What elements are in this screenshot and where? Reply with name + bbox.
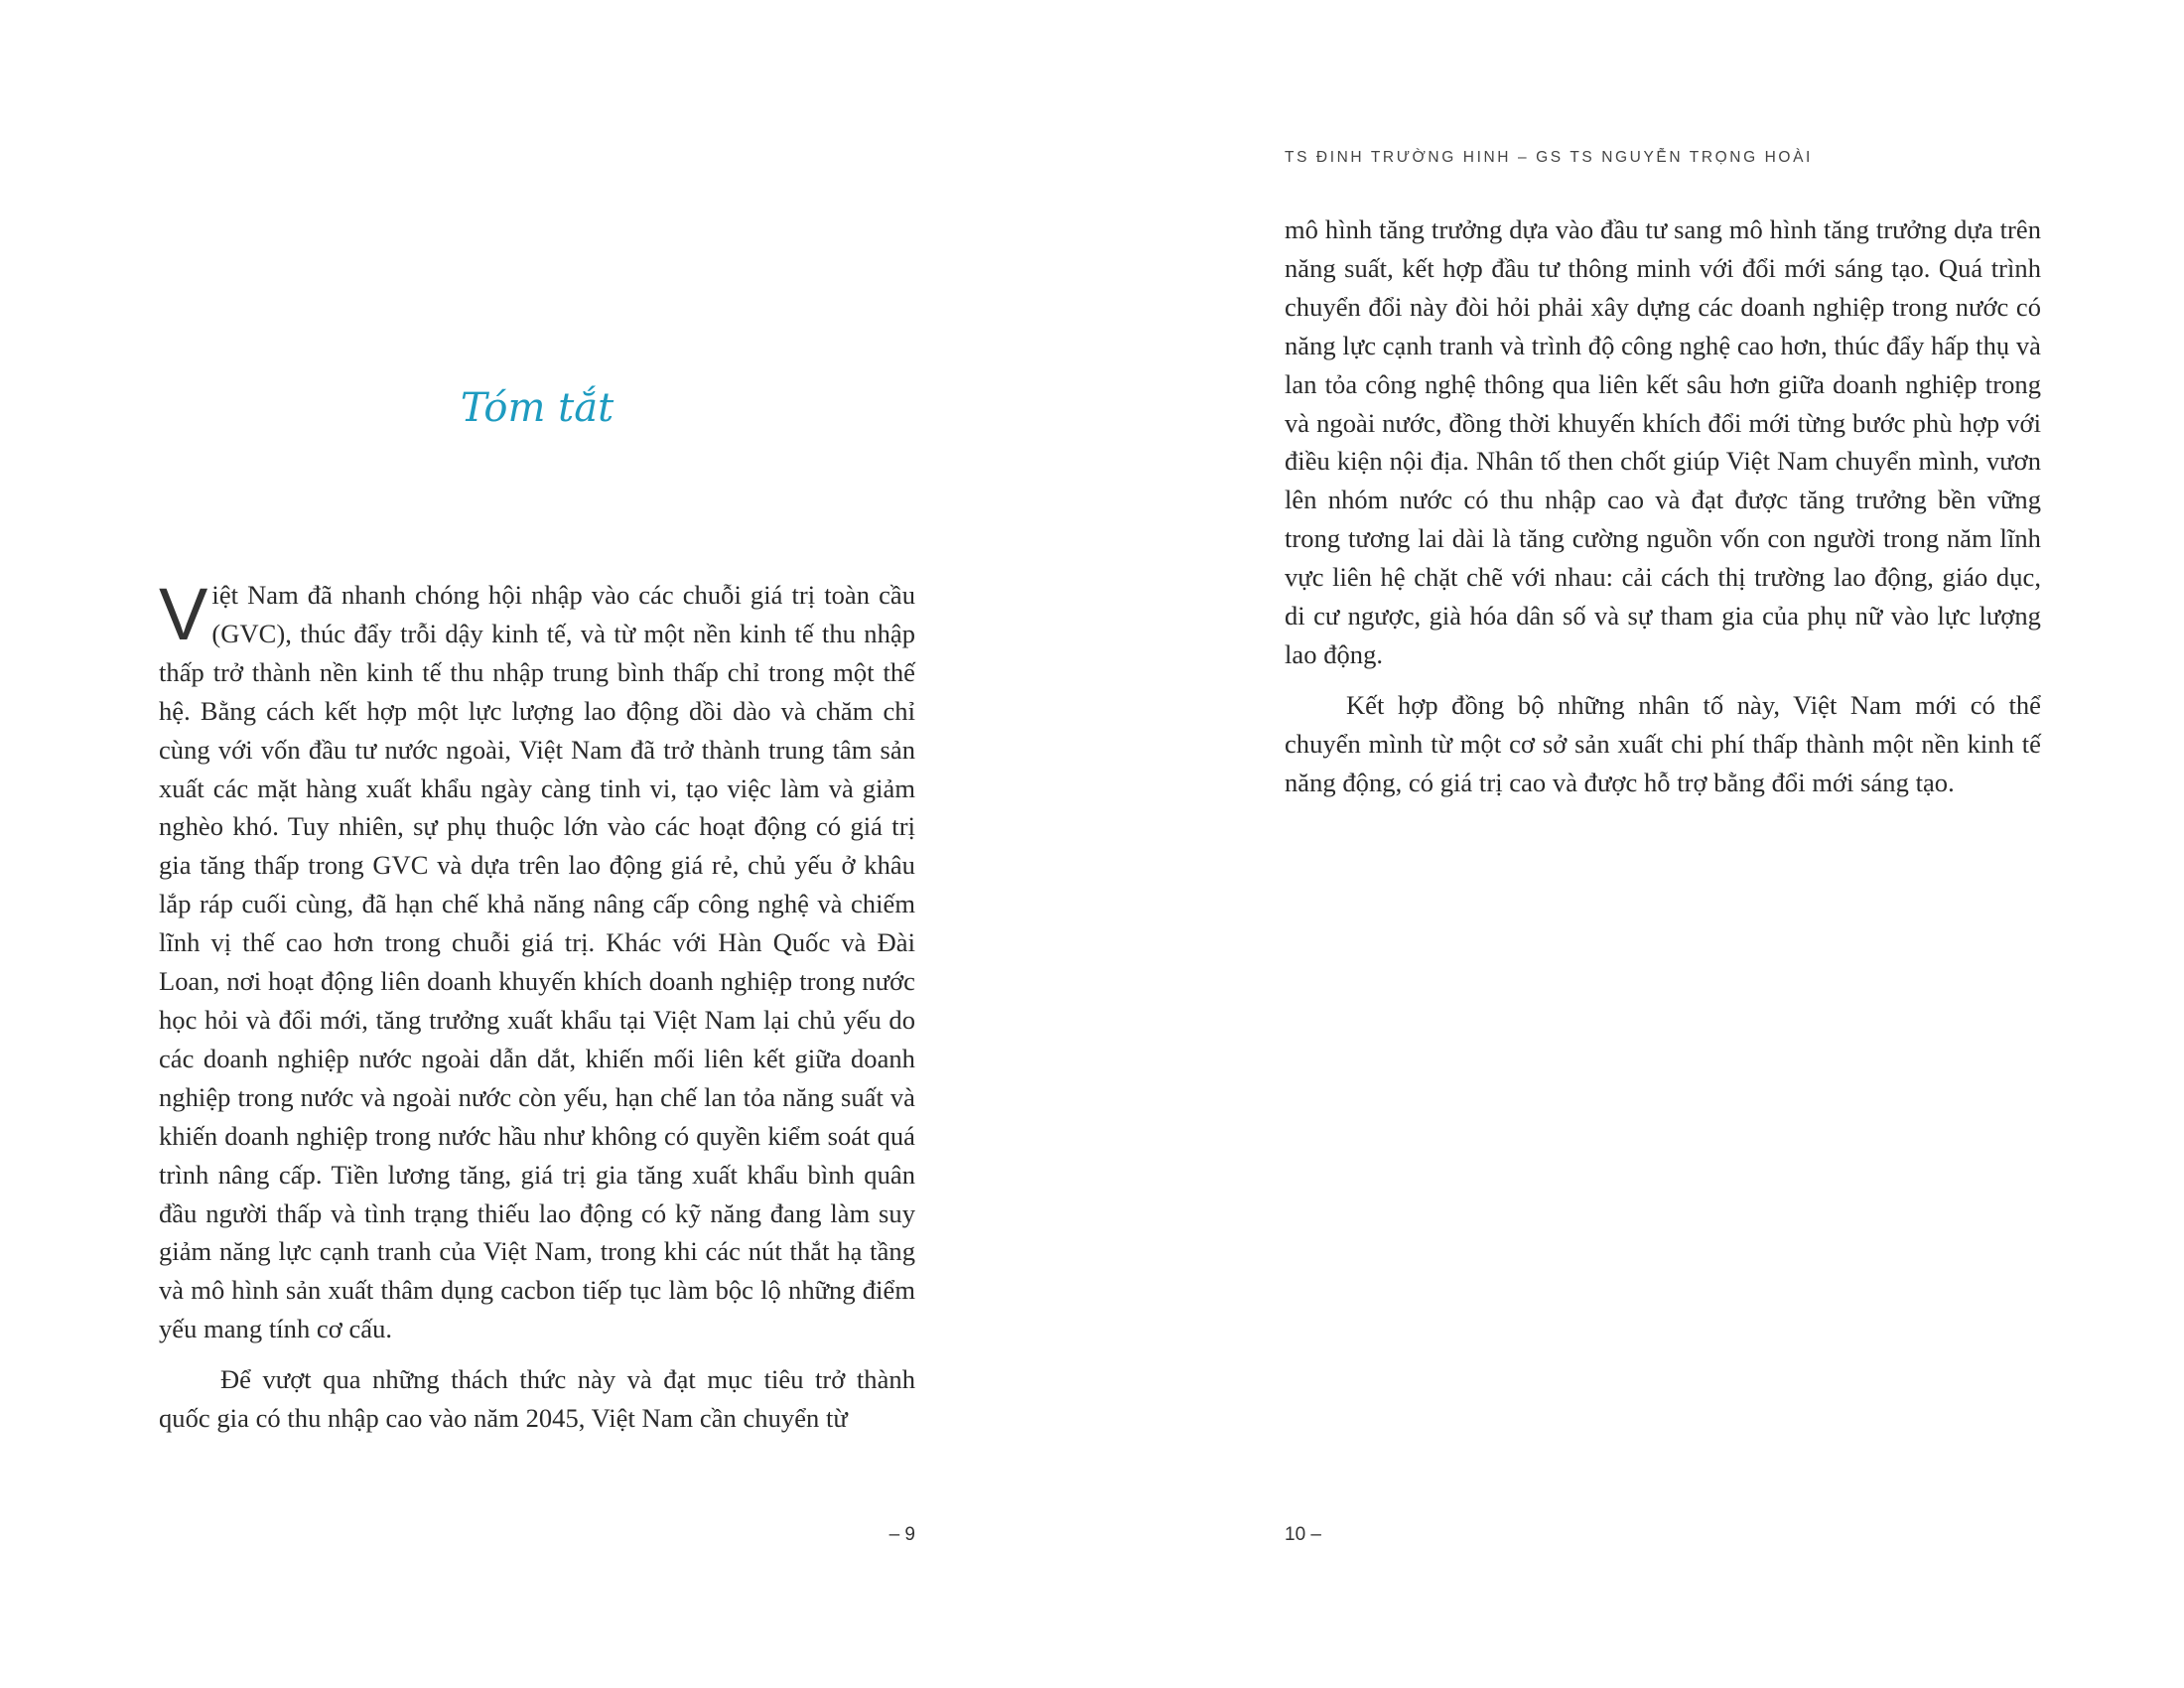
right-page-body xyxy=(1285,211,2041,814)
page-number-left: – 9 xyxy=(888,1524,915,1545)
left-paragraph-2: Để vượt qua những thách thức này và đạt mục tiêu trở thành quốc gia có thu nhập cao vào năm 2045, Việt Nam cần chuyển từ xyxy=(159,1364,915,1434)
left-paragraph-1 xyxy=(159,573,915,1348)
left-paragraph-1-text: iệt Nam đã nhanh chóng hội nhập vào các chuỗi giá trị toàn cầu (GVC), thúc đẩy trỗi dậy kinh tế, và từ một nền kinh tế thu nhập thấp trở thành nền kinh tế thu nhập trung bình thấp chỉ trong một thế hệ. Bằng cách kết hợp một lực lượng lao động dồi dào và chăm chỉ cùng với vốn đầu tư nước ngoài, Việt Nam đã trở thành trung tâm sản xuất các mặt hàng xuất khẩu ngày càng tinh vi, tạo việc làm và giảm nghèo khó. Tuy nhiên, sự phụ thuộc lớn vào các hoạt động có giá trị gia tăng thấp trong GVC và dựa trên lao động giá rẻ, chủ yếu ở khâu lắp ráp cuối cùng, đã hạn chế khả năng nâng cấp công nghệ và chiếm lĩnh vị thế cao hơn trong chuỗi giá trị. Khác với Hàn Quốc và Đài Loan, nơi hoạt động liên doanh khuyến khích doanh nghiệp trong nước học hỏi và đổi mới, tăng trưởng xuất khẩu tại Việt Nam lại chủ yếu do các doanh nghiệp nước ngoài dẫn dắt, khiến mối liên kết giữa doanh nghiệp trong nước và ngoài nước còn yếu, hạn chế lan tỏa năng suất và khiến doanh nghiệp trong nước hầu như không có quyền kiểm soát quá trình nâng cấp. Tiền lương tăng, giá trị gia tăng xuất khẩu bình quân đầu người thấp và tình trạng thiếu lao động có kỹ năng đang làm suy giảm năng lực cạnh tranh của Việt Nam, trong khi các nút thắt hạ tầng và mô hình sản xuất thâm dụng cacbon tiếp tục làm bộc lộ những điểm yếu mang tính cơ cấu. xyxy=(159,580,915,1344)
right-paragraph-1: mô hình tăng trưởng dựa vào đầu tư sang mô hình tăng trưởng dựa trên năng suất, kết hợp đầu tư thông minh với đổi mới sáng tạo. Quá trình chuyển đổi này đòi hỏi phải xây dựng các doanh nghiệp trong nước có năng lực cạnh tranh và trình độ công nghệ cao hơn, thúc đẩy hấp thụ và lan tỏa công nghệ thông qua liên kết sâu hơn giữa doanh nghiệp trong và ngoài nước, đồng thời khuyến khích đổi mới từng bước phù hợp với điều kiện nội địa. Nhân tố then chốt giúp Việt Nam chuyển mình, vươn lên nhóm nước có thu nhập cao và đạt được tăng trưởng bền vững trong tương lai dài là tăng cường nguồn vốn con người trong năm lĩnh vực liên hệ chặt chẽ với nhau: cải cách thị trường lao động, giáo dục, di cư ngược, già hóa dân số và sự tham gia của phụ nữ vào lực lượng lao động. xyxy=(1285,214,2041,669)
chapter-title: Tóm tắt xyxy=(460,385,614,431)
page-number-right: 10 – xyxy=(1285,1524,1321,1545)
left-page-body xyxy=(159,573,915,1450)
right-paragraph-2: Kết hợp đồng bộ những nhân tố này, Việt Nam mới có thể chuyển mình từ một cơ sở sản xuất chi phí thấp thành một nền kinh tế năng động, có giá trị cao và được hỗ trợ bằng đổi mới sáng tạo. xyxy=(1285,689,2041,797)
drop-cap: V xyxy=(159,573,208,655)
running-header: TS ĐINH TRƯỜNG HINH – GS TS NGUYỄN TRỌNG HOÀI xyxy=(1285,149,1813,166)
